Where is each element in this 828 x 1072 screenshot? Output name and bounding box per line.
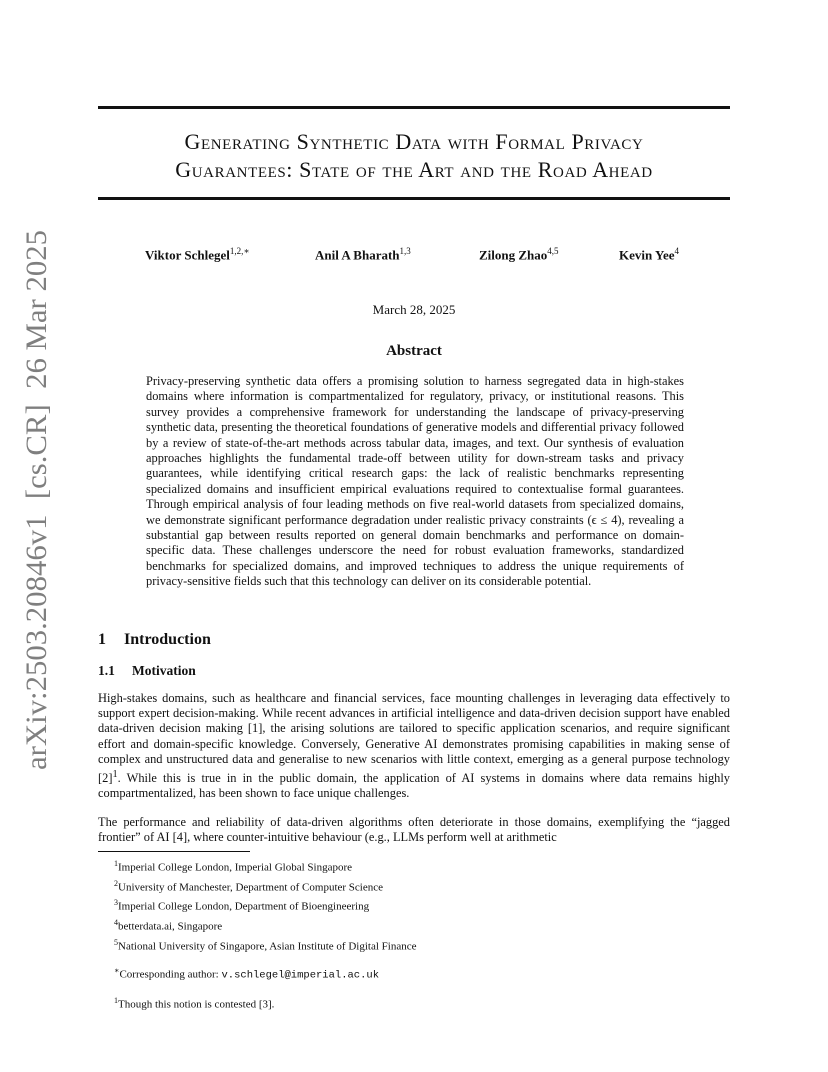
affiliation-text: betterdata.ai, Singapore: [118, 920, 223, 933]
author-affiliation: 4: [674, 246, 679, 256]
author: [619, 246, 679, 263]
author-affiliation: 1,3: [399, 246, 411, 256]
title-line-1: Generating Synthetic Data with Formal Privacy: [184, 129, 644, 154]
paper-title: [98, 128, 730, 184]
footnotes: [114, 856, 714, 1013]
author-name: Viktor Schlegel: [145, 247, 230, 263]
author-affiliation: 4,5: [547, 246, 559, 256]
corresponding-email[interactable]: v.schlegel@imperial.ac.uk: [221, 969, 380, 982]
footnote-mark: 2: [114, 878, 118, 888]
affiliation-text: National University of Singapore, Asian Institute of Digital Finance: [118, 940, 417, 953]
paragraph-text-a: High-stakes domains, such as healthcare and financial services, face mounting challenges in leveraging data effectively to support expert decision-making. While recent advances in artificial intelligence and data-driven decision support have enabled data-driven decision making [1], the arising solutions are tailored to specific application scenarios, and require significant effort and domain-specific knowledge. Conversely, Generative AI demonstrates promising capabilities in making sense of complex and unstructured data and generalise to new scenarios with little context, emerging as a general purpose technology [2]: [98, 691, 730, 786]
subsection-heading: [98, 663, 196, 679]
author: [145, 246, 249, 263]
paragraph-text: The performance and reliability of data-driven algorithms often deteriorate in those domains, exemplifying the “jagged frontier” of AI [4], where counter-intuitive behaviour (e.g., LLMs perform well at arithmetic: [98, 815, 730, 845]
footnote-mark: 5: [114, 937, 118, 947]
body-paragraph: [98, 815, 730, 845]
abstract-heading: Abstract: [386, 343, 442, 359]
author: [479, 246, 559, 263]
author-name: Anil A Bharath: [315, 247, 400, 263]
corresponding-label: Corresponding author:: [119, 968, 222, 981]
section-title: Introduction: [124, 631, 211, 648]
footnote-rule: [98, 851, 250, 852]
paragraph-text: [98, 691, 730, 802]
footnote-mark: 4: [114, 917, 118, 927]
author-name: Zilong Zhao: [479, 247, 548, 263]
abstract: [146, 374, 684, 590]
arxiv-identifier: arXiv:2503.20846v1 [cs.CR] 26 Mar 2025: [20, 243, 53, 770]
title-rule-top: [98, 106, 730, 109]
affiliation-note: [114, 856, 714, 876]
abstract-text: Privacy-preserving synthetic data offers a promising solution to harness segregated data in high-stakes domains where information is compartmentalized for regulatory, privacy, or institutional reasons. This survey provides a comprehensive framework for understanding the landscape of privacy-preserving synthetic data, presenting the theoretical foundations of generative models and differential privacy followed by a review of state-of-the-art methods across tabular data, images, and text. Our synthesis of evaluation approaches highlights the fundamental trade-off between utility for down-stream tasks and privacy guarantees, while identifying critical research gaps: the lack of realistic benchmarks representing specialized domains and insufficient empirical evaluations required to contextualise formal guarantees. Through empirical analysis of four leading methods on five real-world datasets from specialized domains, we demonstrate significant performance degradation under realistic privacy constraints (ϵ ≤ 4), revealing a substantial gap between results reported on general domain benchmarks and performance on domain-specific data. These challenges underscore the need for robust evaluation frameworks, standardized benchmarks for specialized domains, and improved techniques to address the unique requirements of privacy-sensitive fields such that this technology can deliver on its considerable potential.: [146, 374, 684, 589]
publication-date: March 28, 2025: [372, 302, 456, 317]
author-affiliation: 1,2,∗: [229, 246, 250, 256]
affiliation-note: [114, 876, 714, 896]
affiliation-note: [114, 935, 714, 955]
footnote-mark: 1: [114, 995, 118, 1005]
footnote-text: Though this notion is contested [3].: [118, 998, 275, 1011]
affiliation-text: Imperial College London, Imperial Global Singapore: [118, 861, 352, 874]
title-line-2: Guarantees: State of the Art and the Road Ahead: [175, 157, 653, 182]
author-name: Kevin Yee: [619, 247, 675, 263]
subsection-title: Motivation: [132, 663, 196, 678]
corresponding-author-note: [114, 963, 714, 984]
affiliation-text: University of Manchester, Department of Computer Science: [118, 881, 384, 894]
section-number: 1: [98, 631, 106, 648]
footnote: [114, 993, 714, 1013]
author: [315, 246, 411, 263]
affiliation-note: [114, 895, 714, 915]
footnote-mark: ∗: [114, 966, 120, 976]
paragraph-text-b: . While this is true in in the public domain, the application of AI systems in domains where data remains highly compartmentalized, has been shown to face unique challenges.: [98, 771, 730, 801]
title-rule-bottom: [98, 197, 730, 200]
section-heading: [98, 631, 211, 649]
footnote-ref[interactable]: 1: [112, 769, 118, 781]
body-paragraph: [98, 691, 730, 802]
affiliation-text: Imperial College London, Department of Bioengineering: [118, 900, 370, 913]
affiliation-note: [114, 915, 714, 935]
footnote-mark: 1: [114, 859, 118, 868]
author-list: [98, 246, 730, 266]
footnote-mark: 3: [114, 898, 118, 908]
subsection-number: 1.1: [98, 663, 115, 678]
arxiv-stamp: [2, 218, 66, 786]
